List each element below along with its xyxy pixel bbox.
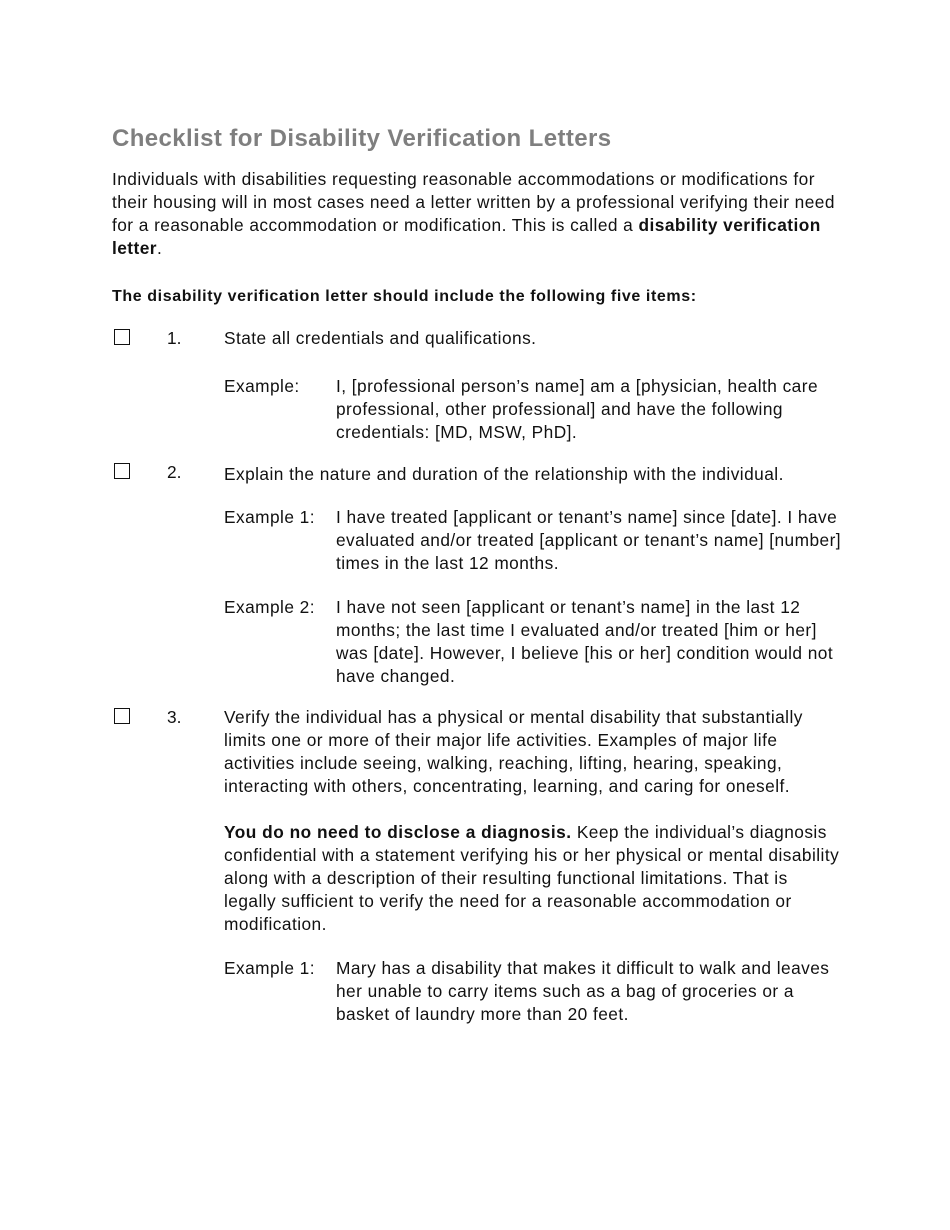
example-text: I have not seen [applicant or tenant’s name] in the last 12 months; the last time I evaluated and/or treated [him or her] was [date]. However, I believe [his or her] condition would not have changed. — [336, 597, 834, 686]
example-label: Example 1: — [224, 507, 315, 527]
item-number: 1. — [167, 328, 182, 348]
example-label: Example 2: — [224, 597, 315, 617]
checklist-item — [112, 461, 842, 688]
example — [224, 375, 842, 444]
item-number: 2. — [167, 462, 182, 482]
note-bold: You do no need to disclose a diagnosis. — [224, 822, 572, 842]
document-page — [112, 124, 842, 1026]
example-text: Mary has a disability that makes it difficult to walk and leaves her unable to carry items such as a bag of groceries or a basket of laundry more than 20 feet. — [336, 958, 830, 1024]
note-text: Keep the individual’s diagnosis confidential with a statement verifying his or her physical or mental disability along with a description of their resulting functional limitations. That is legally sufficient to verify the need for a reasonable accommodation or modification. — [224, 822, 840, 934]
example-text: I, [professional person’s name] am a [physician, health care professional, other professional] and have the following credentials: [MD, MSW, PhD]. — [336, 376, 818, 442]
example — [224, 596, 842, 688]
intro-bold-term: disability verification letter — [112, 215, 821, 258]
example-text: I have treated [applicant or tenant’s name] since [date]. I have evaluated and/or treated [applicant or tenant’s name] [number] times in the last 12 months. — [336, 507, 842, 573]
example — [224, 506, 842, 575]
item-number: 3. — [167, 707, 182, 727]
item-text: State all credentials and qualifications. — [224, 328, 537, 348]
intro-text: Individuals with disabilities requesting reasonable accommodations or modifications for their housing will in most cases need a letter written by a professional verifying their need for a reasonable accommodation or modification. This is called a — [112, 169, 835, 235]
checklist-lead: The disability verification letter should include the following five items: — [112, 288, 697, 305]
example-label: Example: — [224, 376, 300, 396]
checkbox[interactable] — [114, 329, 130, 345]
item-text: Explain the nature and duration of the relationship with the individual. — [224, 464, 784, 484]
checklist-item — [112, 327, 842, 444]
checklist-item — [112, 706, 842, 1026]
example-label: Example 1: — [224, 958, 315, 978]
example — [224, 957, 842, 1026]
intro-paragraph — [112, 168, 842, 260]
intro-end: . — [156, 238, 163, 258]
checkbox[interactable] — [114, 463, 130, 479]
page-title: Checklist for Disability Verification Letters — [112, 125, 612, 152]
checkbox[interactable] — [114, 708, 130, 724]
item-text: Verify the individual has a physical or mental disability that substantially limits one or more of their major life activities. Examples of major life activities include seeing, walking, reaching, lifting, hearing, speaking, interacting with others, concentrating, learning, and caring for oneself. — [224, 707, 803, 796]
diagnosis-note — [224, 821, 842, 936]
